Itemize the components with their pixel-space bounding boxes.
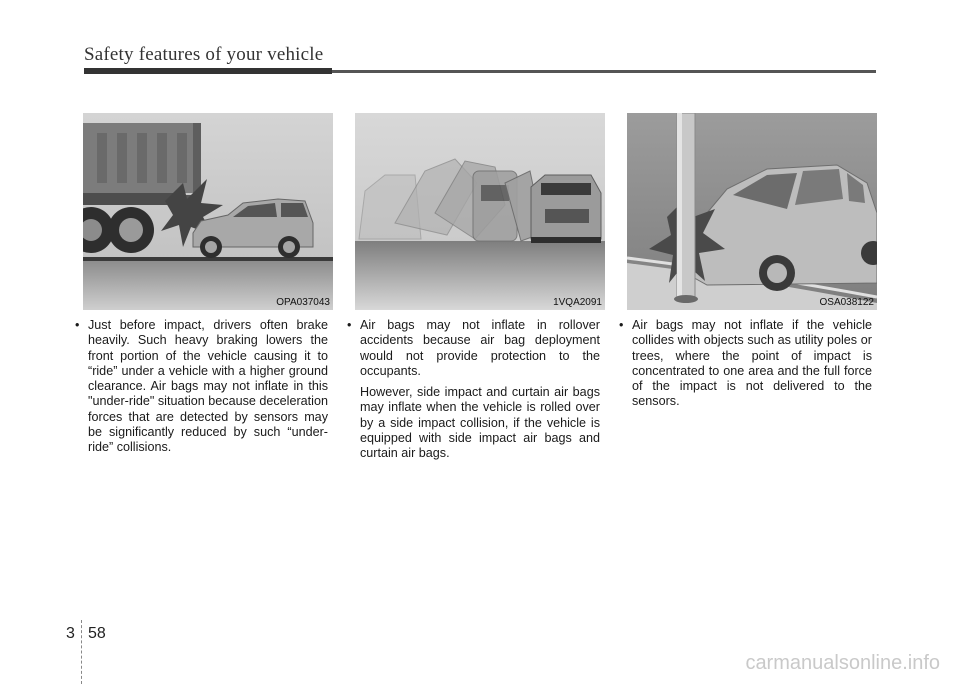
figure-pole-collision bbox=[627, 113, 877, 310]
column-rollover bbox=[346, 318, 600, 462]
rollover-illustration bbox=[355, 113, 605, 310]
chapter-number: 3 bbox=[66, 625, 75, 642]
figure-code: OPA037043 bbox=[276, 297, 330, 308]
bullet-pole-collision: • Air bags may not inflate if the vehicle collides with objects such as utility poles or trees, where the point of impact is concentrated to one area and the full force of the impact is not delivered to the sensors. bbox=[618, 318, 872, 410]
column-under-ride bbox=[74, 318, 328, 456]
bullet-under-ride: • Just before impact, drivers often brake heavily. Such heavy braking lowers the front portion of the vehicle causing it to “ride” under a vehicle with a higher ground clearance. Air bags may not inflate in this "under-ride" situation because deceleration forces that are detected by sensors may be significantly reduced by such “under-ride” collisions. bbox=[74, 318, 328, 456]
under-ride-illustration bbox=[83, 113, 333, 310]
watermark: carmanualsonline.info bbox=[745, 652, 940, 674]
pole-collision-illustration bbox=[627, 113, 877, 310]
page-number-divider bbox=[81, 620, 83, 684]
section-title: Safety features of your vehicle bbox=[84, 44, 324, 65]
column-pole-collision bbox=[618, 318, 872, 410]
figure-rollover bbox=[355, 113, 605, 310]
figure-code: OSA038122 bbox=[819, 297, 874, 308]
header-rule-accent bbox=[84, 68, 332, 74]
figure-under-ride bbox=[83, 113, 333, 310]
bullet-rollover: • Air bags may not inflate in rollover accidents because air bag deployment would not provide protection to the occupants. bbox=[346, 318, 600, 379]
figure-code: 1VQA2091 bbox=[553, 297, 602, 308]
page-number: 58 bbox=[88, 625, 106, 642]
paragraph-side-impact: However, side impact and curtain air bags may inflate when the vehicle is rolled over by a side impact collision, if the vehicle is equipped with side impact air bags and curtain air bags. bbox=[360, 385, 600, 461]
